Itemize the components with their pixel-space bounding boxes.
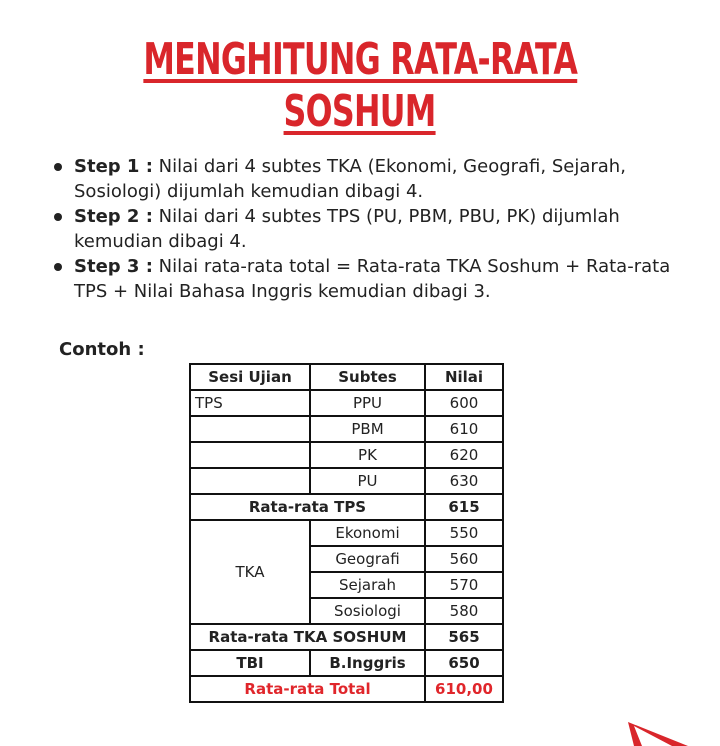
title-line-1: MENGHITUNG RATA-RATA (143, 34, 577, 85)
nilai-cell: 570 (425, 572, 503, 598)
subtes-cell: PBM (310, 416, 425, 442)
tbi-sesi-cell: TBI (190, 650, 310, 676)
nilai-cell: 550 (425, 520, 503, 546)
score-table (189, 363, 504, 703)
total-label: Rata-rata Total (190, 676, 425, 702)
subtes-cell: Sejarah (310, 572, 425, 598)
step-label: Step 2 : (74, 206, 153, 227)
page-title (0, 34, 720, 138)
table-row (190, 390, 503, 416)
table-row (190, 468, 503, 494)
tps-average-row (190, 494, 503, 520)
subtes-cell: Geografi (310, 546, 425, 572)
title-line-2: SOSHUM (283, 86, 437, 137)
sesi-cell-empty (190, 416, 310, 442)
tka-average-row (190, 624, 503, 650)
subtes-cell: Sosiologi (310, 598, 425, 624)
step-label: Step 1 : (74, 156, 153, 177)
corner-arrow-icon (628, 716, 688, 746)
tka-average-value: 565 (425, 624, 503, 650)
step-item-2 (50, 204, 700, 254)
sesi-cell-empty (190, 468, 310, 494)
nilai-cell: 560 (425, 546, 503, 572)
nilai-cell: 620 (425, 442, 503, 468)
table-header-row (190, 364, 503, 390)
table-row (190, 416, 503, 442)
steps-list (50, 154, 700, 304)
header-subtes: Subtes (310, 364, 425, 390)
tps-average-label: Rata-rata TPS (190, 494, 425, 520)
tka-average-label: Rata-rata TKA SOSHUM (190, 624, 425, 650)
nilai-cell: 600 (425, 390, 503, 416)
header-nilai: Nilai (425, 364, 503, 390)
subtes-cell: PU (310, 468, 425, 494)
step-text: Nilai dari 4 subtes TKA (Ekonomi, Geografi, Sejarah, Sosiologi) dijumlah kemudian dibagi 4. (74, 156, 626, 202)
tbi-subtes-cell: B.Inggris (310, 650, 425, 676)
total-row (190, 676, 503, 702)
sesi-cell: TPS (190, 390, 310, 416)
step-label: Step 3 : (74, 256, 153, 277)
tbi-row (190, 650, 503, 676)
table-row (190, 520, 503, 546)
subtes-cell: PK (310, 442, 425, 468)
header-sesi-ujian: Sesi Ujian (190, 364, 310, 390)
subtes-cell: Ekonomi (310, 520, 425, 546)
step-text: Nilai dari 4 subtes TPS (PU, PBM, PBU, PK) dijumlah kemudian dibagi 4. (74, 206, 620, 252)
sesi-cell-tka: TKA (190, 520, 310, 624)
step-item-3 (50, 254, 700, 304)
total-value: 610,00 (425, 676, 503, 702)
table-row (190, 442, 503, 468)
tps-average-value: 615 (425, 494, 503, 520)
sesi-cell-empty (190, 442, 310, 468)
example-label: Contoh : (59, 339, 145, 360)
step-item-1 (50, 154, 700, 204)
nilai-cell: 610 (425, 416, 503, 442)
nilai-cell: 630 (425, 468, 503, 494)
nilai-cell: 580 (425, 598, 503, 624)
subtes-cell: PPU (310, 390, 425, 416)
tbi-nilai-cell: 650 (425, 650, 503, 676)
step-text: Nilai rata-rata total = Rata-rata TKA Soshum + Rata-rata TPS + Nilai Bahasa Inggris kemudian dibagi 3. (74, 256, 671, 302)
